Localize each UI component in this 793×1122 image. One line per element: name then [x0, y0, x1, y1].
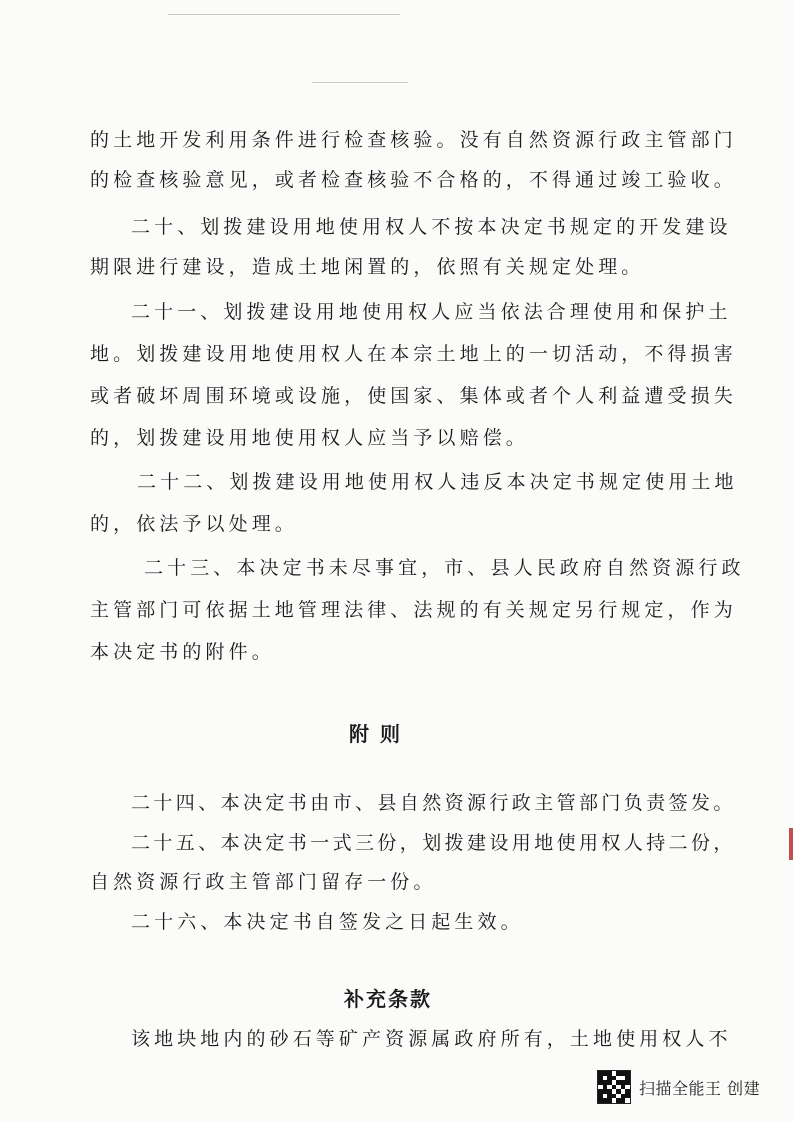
paragraph-line: 的，划拨建设用地使用权人应当予以赔偿。	[90, 427, 529, 449]
paragraph-line: 二十六、本决定书自签发之日起生效。	[131, 911, 524, 933]
paragraph-line: 二十二、划拨建设用地使用权人违反本决定书规定使用土地	[137, 471, 738, 493]
top-rule	[168, 14, 400, 15]
paragraph-line: 的检查核验意见，或者检查核验不合格的，不得通过竣工验收。	[90, 169, 737, 191]
edge-mark	[789, 828, 793, 860]
paragraph-line: 该地块地内的砂石等矿产资源属政府所有，土地使用权人不	[131, 1028, 732, 1050]
paragraph-line: 二十五、本决定书一式三份，划拨建设用地使用权人持二份，	[131, 832, 736, 854]
paragraph-line: 本决定书的附件。	[90, 641, 275, 663]
paragraph-line: 地。划拨建设用地使用权人在本宗土地上的一切活动，不得损害	[90, 343, 737, 365]
paragraph-line: 或者破坏周围环境或设施，使国家、集体或者个人利益遭受损失	[90, 385, 737, 407]
paragraph-line: 的土地开发利用条件进行检查核验。没有自然资源行政主管部门	[90, 129, 737, 151]
qr-code-icon	[597, 1070, 631, 1104]
paragraph-line: 期限进行建设，造成土地闲置的，依照有关规定处理。	[90, 256, 645, 278]
paragraph-line: 二十、划拨建设用地使用权人不按本决定书规定的开发建设	[131, 216, 732, 238]
section-heading-fuze: 附 则	[349, 722, 402, 746]
paragraph-line: 二十三、本决定书未尽事宜，市、县人民政府自然资源行政	[144, 557, 745, 579]
paragraph-line: 二十四、本决定书由市、县自然资源行政主管部门负责签发。	[131, 792, 736, 814]
top-rule-short	[312, 82, 408, 83]
section-heading-buchong: 补充条款	[344, 987, 432, 1011]
paragraph-line: 自然资源行政主管部门留存一份。	[90, 871, 437, 893]
scanner-watermark	[597, 1070, 760, 1104]
watermark-text: 扫描全能王 创建	[639, 1078, 761, 1098]
paragraph-line: 的，依法予以处理。	[90, 513, 298, 535]
paragraph-line: 主管部门可依据土地管理法律、法规的有关规定另行规定，作为	[90, 599, 737, 621]
paragraph-line: 二十一、划拨建设用地使用权人应当依法合理使用和保护土	[131, 301, 732, 323]
